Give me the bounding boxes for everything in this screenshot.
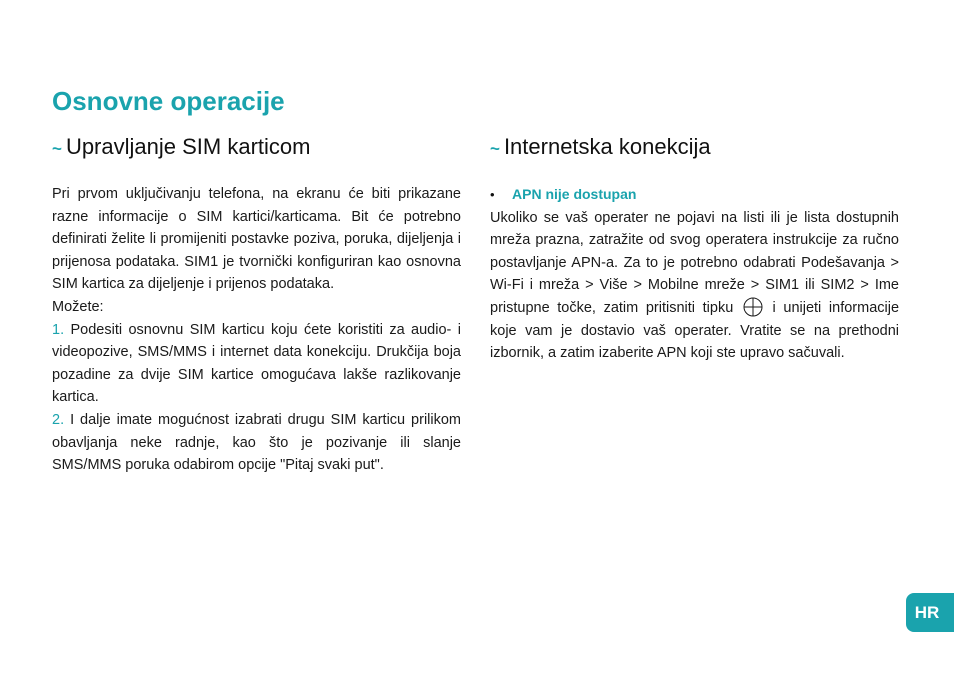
- tilde-marker: ~: [52, 139, 62, 158]
- internet-section-body: [490, 183, 899, 365]
- internet-section-heading: [490, 132, 711, 164]
- item-text: I dalje imate mogućnost izabrati drugu SIM karticu prilikom obavljanja neke radnje, kao što je pozivanje ili slanje SMS/MMS poruka odabirom opcije "Pitaj svaki put".: [52, 411, 462, 474]
- apn-text-before-icon: Ukoliko se vaš operater ne pojavi na listi ili je lista dostupnih mreža prazna, zatražite od svog operatera instrukcije za ručno postavljanje APN-a. Za to je potrebno odabrati Podešavanja > Wi-Fi i mreža > Više > Mobilne mreže > SIM1 ili SIM2 > Ime pristupne točke, zatim pritisniti tipku: [490, 209, 899, 316]
- apn-text-after-icon: i unijeti informacije koje vam je dostavio vaš operater. Vratite se na prethodni izbornik, a zatim izaberite APN koji ste upravo sačuvali.: [490, 299, 900, 362]
- bullet-icon: •: [490, 187, 495, 202]
- tilde-marker: ~: [490, 139, 500, 158]
- apn-bullet-title: APN nije dostupan: [512, 186, 637, 202]
- plus-circle-icon: [743, 297, 763, 317]
- numbered-item: [52, 319, 461, 409]
- numbered-item: [52, 409, 461, 477]
- item-text: Podesiti osnovnu SIM karticu koju ćete koristiti za audio- i videopozive, SMS/MMS i internet data konekciju. Drukčija boja pozadine za dvije SIM kartice omogućava lakše razlikovanje kartica.: [52, 321, 461, 406]
- language-badge: HR: [906, 593, 954, 632]
- internet-section-title: Internetska konekcija: [503, 134, 711, 159]
- item-number: 1.: [52, 321, 65, 338]
- apn-paragraph: [490, 207, 899, 365]
- item-number: 2.: [52, 411, 65, 428]
- sim-section-title: Upravljanje SIM karticom: [65, 134, 311, 159]
- mozete-label: Možete:: [52, 298, 104, 315]
- page-title: Osnovne operacije: [52, 86, 285, 116]
- sim-section-heading: [52, 132, 310, 164]
- sim-intro-paragraph: Pri prvom uključivanju telefona, na ekranu će biti prikazane razne informacije o SIM kartici/karticama. Bit će potrebno definirati želite li promijeniti postavke poziva, poruka, dijeljenja i prijenosa podataka. SIM1 je tvornički konfiguriran kao osnovna SIM kartica za dijeljenje i prijenos podataka.: [52, 186, 461, 293]
- apn-bullet: [490, 183, 899, 207]
- sim-section-body: [52, 183, 461, 477]
